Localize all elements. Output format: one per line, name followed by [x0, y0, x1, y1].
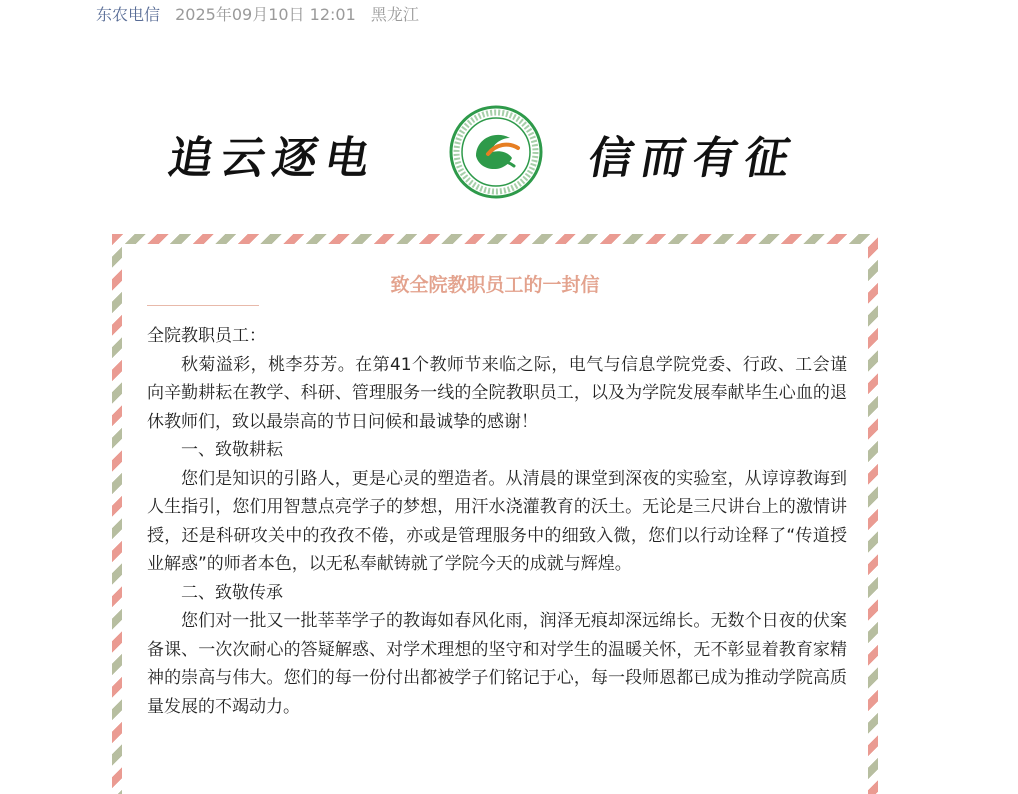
letter-title: 致全院教职员工的一封信	[390, 274, 600, 296]
letter-body	[147, 322, 847, 721]
letter-paper	[122, 244, 868, 794]
publish-date: 2025年09月10日 12:01	[175, 5, 356, 24]
account-name-link[interactable]: 东农电信	[96, 5, 161, 24]
banner-slogan-left: 追云逐电	[164, 133, 382, 184]
letter-salutation: 全院教职员工：	[147, 326, 266, 346]
letter-paragraph: 您们对一批又一批莘莘学子的教诲如春风化雨，润泽无痕却深远绵长。无数个日夜的伏案备课、一次次耐心的答疑解惑、对学术理想的坚守和对学生的温暖关怀，无不彰显着教育家精神的崇高与伟大。您们的每一份付出都被学子们铭记于心，每一段师恩都已成为推动学院高质量发展的不竭动力。	[147, 611, 847, 717]
college-emblem-icon	[448, 104, 544, 200]
section-heading: 二、致敬传承	[181, 582, 283, 603]
letter-paragraph: 秋菊溢彩，桃李芬芳。在第41个教师节来临之际，电气与信息学院党委、行政、工会谨向辛勤耕耘在教学、科研、管理服务一线的全院教职员工，以及为学院发展奉献毕生心血的退休教师们，致以最崇高的节日问候和最诚挚的感谢！	[147, 354, 847, 432]
section-heading: 一、致敬耕耘	[181, 440, 283, 460]
banner-slogan-right: 信而有征	[584, 133, 802, 184]
article-meta	[96, 4, 419, 26]
header-banner	[160, 100, 820, 210]
letter-paragraph: 您们是知识的引路人，更是心灵的塑造者。从清晨的课堂到深夜的实验室，从谆谆教诲到人生指引，您们用智慧点亮学子的梦想，用汗水浇灌教育的沃土。无论是三尺讲台上的激情讲授，还是科研攻关中的孜孜不倦，亦或是管理服务中的细致入微，您们以行动诠释了“传道授业解惑”的师者本色，以无私奉献铸就了学院今天的成就与辉煌。	[147, 468, 847, 574]
letter-card	[112, 234, 878, 794]
publish-location: 黑龙江	[370, 5, 419, 24]
title-divider	[147, 305, 259, 306]
